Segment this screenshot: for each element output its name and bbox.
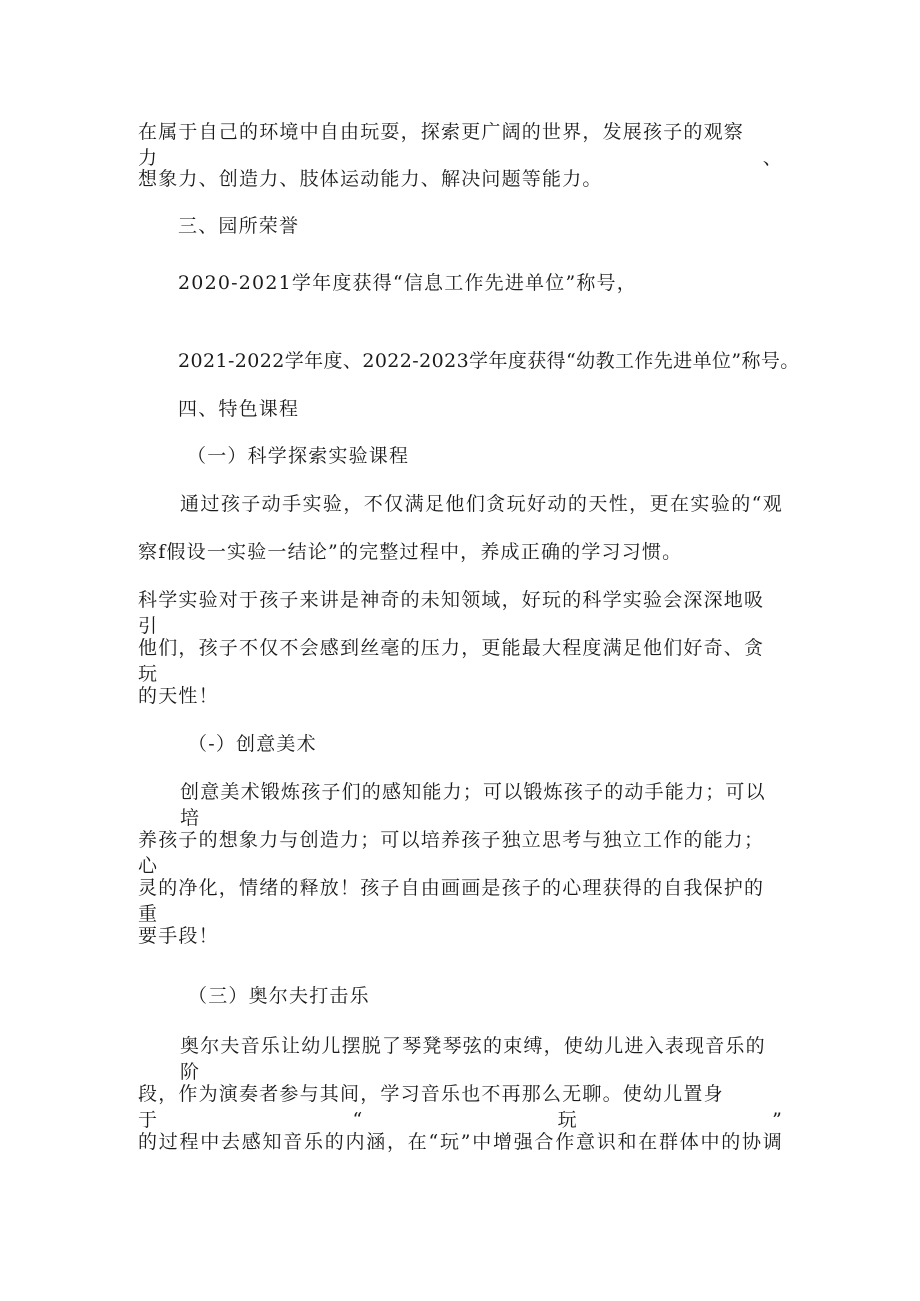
science-line-5: 的天性！ (138, 685, 219, 707)
science-line-4: 他们，孩子不仅不会感到丝毫的压力，更能最大程度满足他们好奇、贪玩 (138, 637, 765, 685)
honor-line-2: 2021-2022学年度、2022-2023学年度获得“幼教工作先进单位”称号。 (178, 350, 800, 372)
art-line-3: 灵的净化，情绪的释放！孩子自由画画是孩子的心理获得的自我保护的重 (138, 877, 765, 925)
science-line-3: 科学实验对于孩子来讲是神奇的未知领域，好玩的科学实验会深深地吸引 (138, 589, 765, 637)
science-line-2: 察f假设一实验一结论”的完整过程中，养成正确的学习习惯。 (138, 541, 683, 563)
section-heading-honors: 三、园所荣誉 (178, 215, 300, 237)
orff-line-2: 段，作为演奏者参与其间，学习音乐也不再那么无聊。使幼儿置身于“玩” (138, 1083, 783, 1131)
subheading-orff: （三）奥尔夫打击乐 (188, 985, 370, 1007)
paragraph-line-2: 想象力、创造力、肢体运动能力、解决问题等能力。 (138, 168, 603, 190)
science-line-1: 通过孩子动手实验，不仅满足他们贪玩好动的天性，更在实验的“观 (180, 493, 783, 515)
honor-line-1: 2020-2021学年度获得“信息工作先进单位”称号， (178, 272, 637, 294)
orff-line-3: 的过程中去感知音乐的内涵，在“玩”中增强合作意识和在群体中的协调 (138, 1131, 783, 1153)
orff-line-1: 奥尔夫音乐让幼儿摆脱了琴凳琴弦的束缚，使幼儿进入表现音乐的阶 (180, 1035, 766, 1083)
art-line-1: 创意美术锻炼孩子们的感知能力；可以锻炼孩子的动手能力；可以培 (180, 781, 766, 829)
subheading-science: （一）科学探索实验课程 (187, 445, 410, 467)
subheading-art: （-）创意美术 (188, 733, 317, 755)
paragraph-line-1: 在属于自己的环境中自由玩耍，探索更广阔的世界，发展孩子的观察力、 (138, 121, 783, 169)
art-line-2: 养孩子的想象力与创造力；可以培养孩子独立思考与独立工作的能力；心 (138, 829, 765, 877)
art-line-4: 要手段！ (138, 925, 219, 947)
section-heading-courses: 四、特色课程 (178, 398, 300, 420)
